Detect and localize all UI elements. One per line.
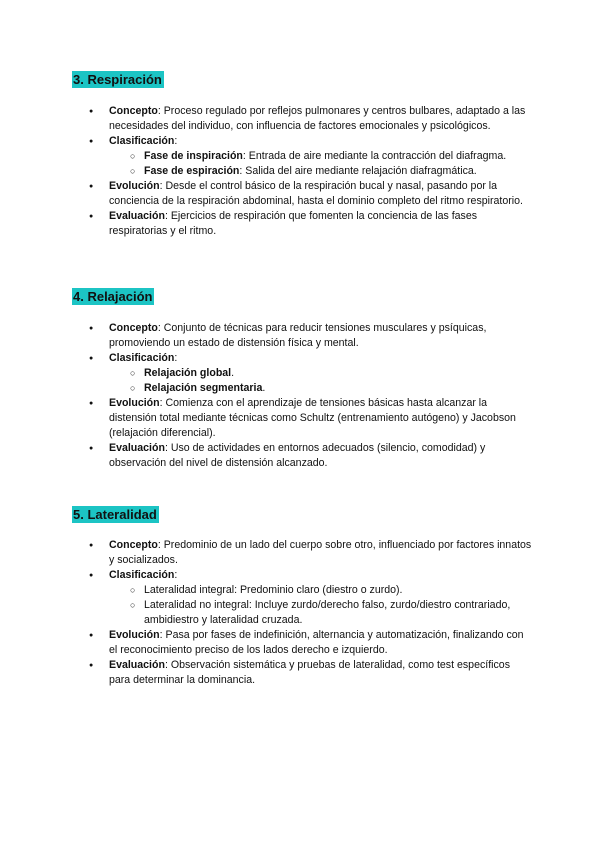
item-text: : Comienza con el aprendizaje de tensiones básicas hasta alcanzar la distensión total mediante técnicas como Schultz (entrenamiento autógeno) y Jacobson (relajación diferencial). <box>109 397 516 439</box>
item-text: : Uso de actividades en entornos adecuados (silencio, comodidad) y observación del nivel de distensión alcanzado. <box>109 442 486 469</box>
term-label: Fase de espiración <box>144 165 240 177</box>
sub-list-item <box>109 381 532 396</box>
sub-bullet-list <box>109 583 532 628</box>
sub-list-item <box>109 366 532 381</box>
list-item-concepto <box>72 538 532 568</box>
bullet-list <box>72 538 532 688</box>
sub-bullet-list <box>109 366 532 396</box>
item-text: : Observación sistemática y pruebas de lateralidad, como test específicos para determinar la dominancia. <box>109 659 510 686</box>
list-item-evolucion <box>72 396 532 441</box>
term-label: Evolución <box>109 397 160 409</box>
item-text: . <box>262 382 266 394</box>
term-label: Evolución <box>109 180 160 192</box>
section-lateralidad <box>72 506 532 688</box>
term-label: Evolución <box>109 629 160 641</box>
item-text: : <box>174 569 178 581</box>
list-item-clasificacion <box>72 134 532 179</box>
section-heading: 3. Respiración <box>73 72 162 87</box>
item-text: . <box>231 367 235 379</box>
item-text: : <box>174 352 178 364</box>
section-relajacion <box>72 288 532 471</box>
list-item-evaluacion <box>72 209 532 239</box>
item-text: Lateralidad no integral: Incluye zurdo/derecho falso, zurdo/diestro contrariado, ambidiestro y lateralidad cruzada. <box>144 599 511 626</box>
term-label: Relajación segmentaria <box>144 382 263 394</box>
item-text: : Entrada de aire mediante la contracción del diafragma. <box>242 150 507 162</box>
item-text: : Desde el control básico de la respiración bucal y nasal, pasando por la conciencia de la respiración abdominal, hasta el dominio completo del ritmo respiratorio. <box>109 180 523 207</box>
bullet-list <box>72 321 532 471</box>
term-label: Clasificación <box>109 135 175 147</box>
list-item-concepto <box>72 321 532 351</box>
term-label: Concepto <box>109 539 158 551</box>
term-label: Evaluación <box>109 210 165 222</box>
item-text: : Pasa por fases de indefinición, alternancia y automatización, finalizando con el reconocimiento preciso de los lados derecho e izquierdo. <box>109 629 524 656</box>
section-heading: 5. Lateralidad <box>73 507 157 522</box>
term-label: Relajación global <box>144 367 232 379</box>
term-label: Concepto <box>109 105 158 117</box>
list-item-concepto <box>72 104 532 134</box>
item-text: : <box>174 135 178 147</box>
item-text: : Ejercicios de respiración que fomenten la conciencia de las fases respiratorias y el ritmo. <box>109 210 478 237</box>
term-label: Clasificación <box>109 352 175 364</box>
item-text: Lateralidad integral: Predominio claro (diestro o zurdo). <box>144 584 403 596</box>
term-label: Evaluación <box>109 659 165 671</box>
section-respiracion <box>72 71 532 239</box>
list-item-evolucion <box>72 628 532 658</box>
sub-list-item <box>109 164 532 179</box>
list-item-evaluacion <box>72 441 532 471</box>
term-label: Fase de inspiración <box>144 150 243 162</box>
item-text: : Conjunto de técnicas para reducir tensiones musculares y psíquicas, promoviendo un estado de distensión física y mental. <box>109 322 487 349</box>
list-item-clasificacion <box>72 568 532 628</box>
bullet-list <box>72 104 532 239</box>
term-label: Concepto <box>109 322 158 334</box>
section-heading: 4. Relajación <box>73 289 153 304</box>
sub-list-item <box>109 583 532 598</box>
term-label: Clasificación <box>109 569 175 581</box>
item-text: : Salida del aire mediante relajación diafragmática. <box>239 165 477 177</box>
item-text: : Proceso regulado por reflejos pulmonares y centros bulbares, adaptado a las necesidades del individuo, con influencia de factores emocionales y psicológicos. <box>109 105 526 132</box>
sub-list-item <box>109 149 532 164</box>
item-text: : Predominio de un lado del cuerpo sobre otro, influenciado por factores innatos y socializados. <box>109 539 532 566</box>
sub-bullet-list <box>109 149 532 179</box>
term-label: Evaluación <box>109 442 165 454</box>
list-item-evaluacion <box>72 658 532 688</box>
list-item-evolucion <box>72 179 532 209</box>
list-item-clasificacion <box>72 351 532 396</box>
sub-list-item <box>109 598 532 628</box>
